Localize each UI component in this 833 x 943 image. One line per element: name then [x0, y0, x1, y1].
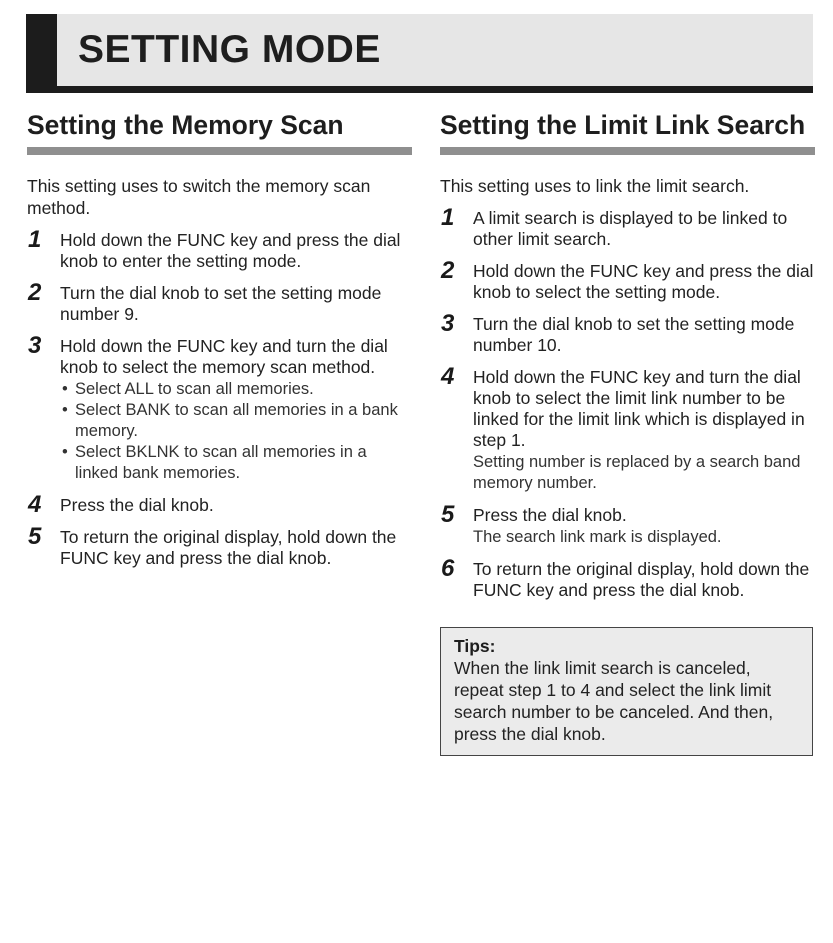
- step-number: 5: [28, 523, 42, 550]
- step-number: 6: [441, 555, 455, 582]
- limit-link-step: [440, 363, 815, 494]
- step-number: 3: [441, 310, 455, 337]
- step-note: The search link mark is displayed.: [473, 528, 722, 546]
- tips-box: [440, 627, 813, 756]
- limit-link-steps: [440, 204, 815, 601]
- step-number: 5: [441, 501, 455, 528]
- step-text: Turn the dial knob to set the setting mode number 9.: [60, 283, 382, 324]
- step-note: Setting number is replaced by a search band memory number.: [473, 453, 801, 492]
- step-number: 1: [441, 204, 455, 231]
- step-text: Hold down the FUNC key and press the dial knob to enter the setting mode.: [60, 230, 401, 271]
- scan-method-item: • Select ALL to scan all memories.: [60, 379, 412, 400]
- step-text: Press the dial knob.: [473, 505, 627, 525]
- step-number: 3: [28, 332, 42, 359]
- limit-link-heading: Setting the Limit Link Search: [440, 110, 806, 140]
- step-text: To return the original display, hold down the FUNC key and press the dial knob.: [60, 527, 397, 568]
- limit-link-intro: This setting uses to link the limit search.: [440, 176, 750, 196]
- header-banner: [26, 14, 813, 86]
- step-text: Hold down the FUNC key and turn the dial knob to select the limit link number to be linked for the limit link which is displayed in step 1.: [473, 367, 805, 450]
- limit-link-step: [440, 555, 815, 601]
- memory-scan-intro: This setting uses to switch the memory scan method.: [27, 176, 371, 218]
- limit-link-step: [440, 204, 815, 250]
- memory-scan-section: [27, 110, 412, 569]
- memory-scan-steps: [27, 226, 412, 569]
- limit-link-step: [440, 501, 815, 548]
- banner-underline: [26, 86, 813, 93]
- memory-scan-step: [27, 332, 412, 484]
- step-number: 1: [28, 226, 42, 253]
- memory-scan-heading-rule: [27, 147, 412, 155]
- tips-title: Tips:: [454, 636, 496, 656]
- step-number: 2: [441, 257, 455, 284]
- limit-link-step: [440, 310, 815, 356]
- memory-scan-step: [27, 226, 412, 272]
- step-text: To return the original display, hold down the FUNC key and press the dial knob.: [473, 559, 810, 600]
- limit-link-section: [440, 110, 815, 756]
- memory-scan-heading: Setting the Memory Scan: [27, 110, 344, 140]
- memory-scan-step: [27, 279, 412, 325]
- scan-method-item: • Select BKLNK to scan all memories in a linked bank memories.: [60, 442, 412, 484]
- banner-accent-bar: [26, 14, 57, 86]
- tips-text: When the link limit search is canceled, repeat step 1 to 4 and select the link limit search number to be canceled. And then, press the dial knob.: [454, 658, 774, 744]
- memory-scan-step: [27, 491, 412, 518]
- step-text: Hold down the FUNC key and press the dial knob to select the setting mode.: [473, 261, 814, 302]
- limit-link-heading-rule: [440, 147, 815, 155]
- step-number: 4: [28, 491, 42, 518]
- step-text: Turn the dial knob to set the setting mode number 10.: [473, 314, 795, 355]
- scan-method-item: • Select BANK to scan all memories in a bank memory.: [60, 400, 412, 442]
- step-text: Hold down the FUNC key and turn the dial knob to select the memory scan method.: [60, 336, 388, 377]
- scan-method-list: [60, 379, 412, 484]
- step-text: A limit search is displayed to be linked to other limit search.: [473, 208, 788, 249]
- limit-link-step: [440, 257, 815, 303]
- step-number: 2: [28, 279, 42, 306]
- page-title: SETTING MODE: [78, 28, 381, 71]
- memory-scan-step: [27, 523, 412, 569]
- step-text: Press the dial knob.: [60, 495, 214, 515]
- step-number: 4: [441, 363, 455, 390]
